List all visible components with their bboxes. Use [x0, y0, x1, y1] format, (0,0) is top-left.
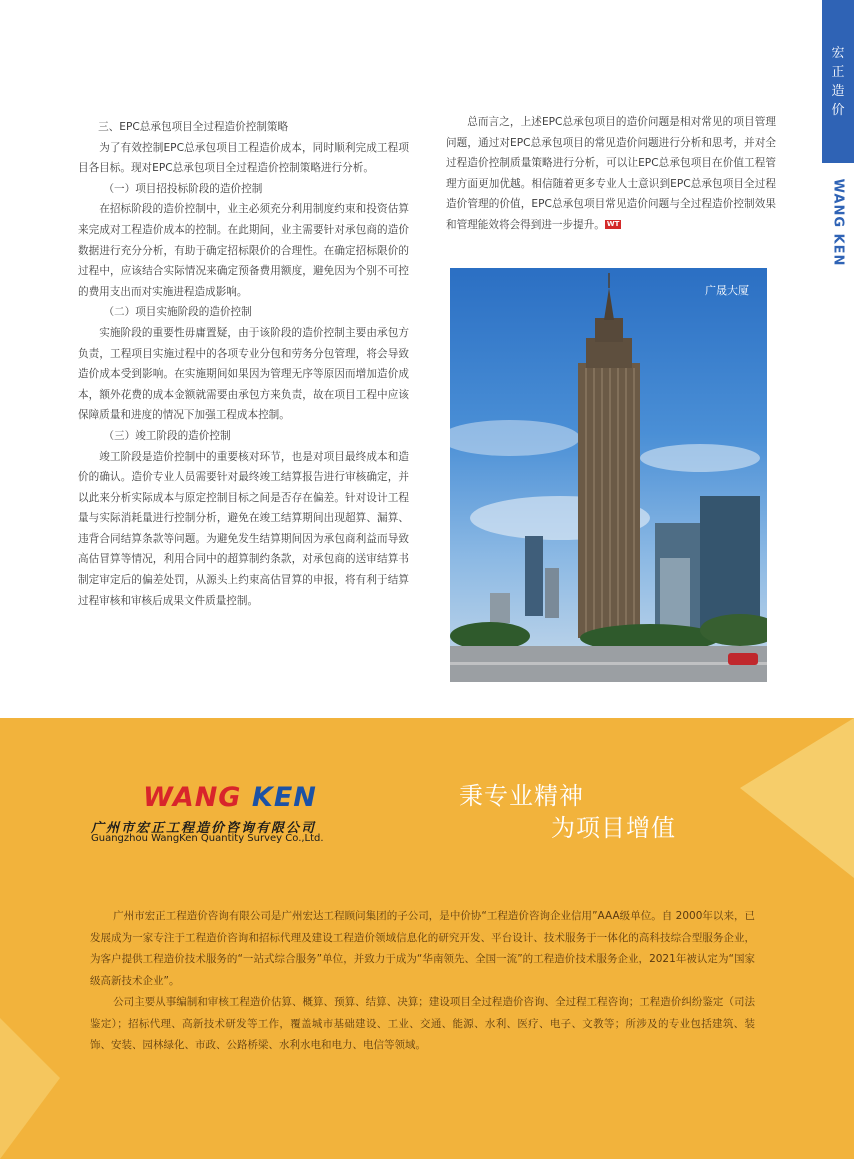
- article-right-column: [446, 112, 776, 236]
- side-tab-char: 造: [831, 83, 845, 99]
- company-intro-paragraph-1: 广州市宏正工程造价咨询有限公司是广州宏达工程顾问集团的子公司，是中价协“工程造价咨询企业信用”AAA级单位。自 2000年以来，已发展成为一家专注于工程造价咨询和招标代理及建设工程造价领域信息化的研究开发、平台设计、技术服务于一体化的高科技综合型服务企业，为客户提供工程造价技术服务的“一站式综合服务”单位，并致力于成为“华南领先、全国一流”的工程造价技术服务企业，2021年被认定为“国家级高新技术企业”。: [90, 910, 755, 987]
- photo-caption: 广晟大厦: [705, 284, 749, 297]
- subsection-title-1: （一）项目招投标阶段的造价控制: [103, 182, 263, 195]
- company-intro-paragraph-2: 公司主要从事编制和审核工程造价估算、概算、预算、结算、决算；建设项目全过程造价咨询、全过程工程咨询；工程造价纠纷鉴定（司法鉴定）；招标代理、高新技术研发等工作，覆盖城市基础建设、工业、交通、能源、水利、医疗、电子、文教等；所涉及的专业包括建筑、装饰、安装、园林绿化、市政、公路桥梁、水利水电和电力、电信等领域。: [90, 996, 755, 1051]
- subsection-text-3: 竣工阶段是造价控制中的重要核对环节，也是对项目最终成本和造价的确认。造价专业人员需要针对最终竣工结算报告进行审核确定，并以此来分析实际成本与原定控制目标之间是否存在偏差。针对设计工程量与实际消耗量进行控制分析，避免在竣工结算期间出现超算、漏算、违背合同结算条款等问题。为避免发生结算期间因为承包商利益而导致高估冒算等情况，利用合同中的超算制约条款，对承包商的送审结算书制定审定后的偏差处罚，从源头上约束高估冒算的申报，将有利于结算过程审核和审核后成果文件质量控制。: [78, 450, 409, 607]
- company-name-chinese: 广州市宏正工程造价咨询有限公司: [91, 821, 317, 836]
- side-tab-english-text: WANG KEN: [830, 178, 846, 267]
- company-name-english: Guangzhou WangKen Quantity Survey Co.,Ltd.: [91, 833, 324, 844]
- conclusion-text: 总而言之，上述EPC总承包项目的造价问题是相对常见的项目管理问题，通过对EPC总承包项目的常见造价问题进行分析和思考，并对全过程造价控制质量策略进行分析，可以让EPC总承包项目在价值工程管理方面更加优越。相信随着更多专业人士意识到EPC总承包项目全过程造价管理的价值，EPC总承包项目常见造价问题与全过程造价控制效果和管理能效将会得到进一步提升。: [446, 116, 776, 231]
- company-logo-english: [143, 782, 317, 813]
- side-tab: [822, 0, 854, 163]
- subsection-text-1: 在招标阶段的造价控制中，业主必须充分利用制度约束和投资估算来完成对工程造价成本的控制。在此期间，业主需要针对承包商的造价数据进行充分分析，有助于确定招标限价的合理性。在确定招标限价的过程中，应该结合实际情况来确定预备费用额度，避免因为个别不可控的费用支出而对实施进程造成影响。: [78, 203, 409, 298]
- conclusion-paragraph: [446, 112, 776, 236]
- article-left-column: [78, 117, 409, 611]
- building-illustration: [450, 268, 767, 682]
- slogan-line-2: 为项目增值: [551, 814, 676, 842]
- logo-wang: WANG: [143, 782, 242, 813]
- side-tab-char: 价: [831, 102, 845, 118]
- subsection-title-2: （二）项目实施阶段的造价控制: [103, 306, 252, 319]
- building-photo: [450, 268, 767, 682]
- side-tab-char: 正: [831, 64, 845, 80]
- side-tab-char: 宏: [831, 45, 845, 61]
- subsection-text-2: 实施阶段的重要性毋庸置疑，由于该阶段的造价控制主要由承包方负责，工程项目实施过程中的各项专业分包和劳务分包管理，将会导致造价成本受到影响。在实施期间如果因为管理无序等原因而增加造价成本，额外花费的成本金额就需要由承包方来负责，故在项目工程中应该保障质量和进度的情况下加强工程成本控制。: [78, 326, 409, 422]
- side-tab-english: [822, 175, 854, 270]
- section-title: 三、EPC总承包项目全过程造价控制策略: [98, 121, 289, 133]
- logo-ken: KEN: [251, 782, 317, 813]
- slogan-line-1: 秉专业精神: [459, 782, 584, 810]
- company-intro: [90, 906, 755, 1057]
- company-banner: [0, 718, 854, 1159]
- end-mark-badge: WT: [606, 220, 620, 229]
- section-intro: 为了有效控制EPC总承包项目工程造价成本，同时顺利完成工程项目各目标。现对EPC总承包项目全过程造价控制策略进行分析。: [78, 141, 409, 175]
- subsection-title-3: （三）竣工阶段的造价控制: [103, 429, 231, 442]
